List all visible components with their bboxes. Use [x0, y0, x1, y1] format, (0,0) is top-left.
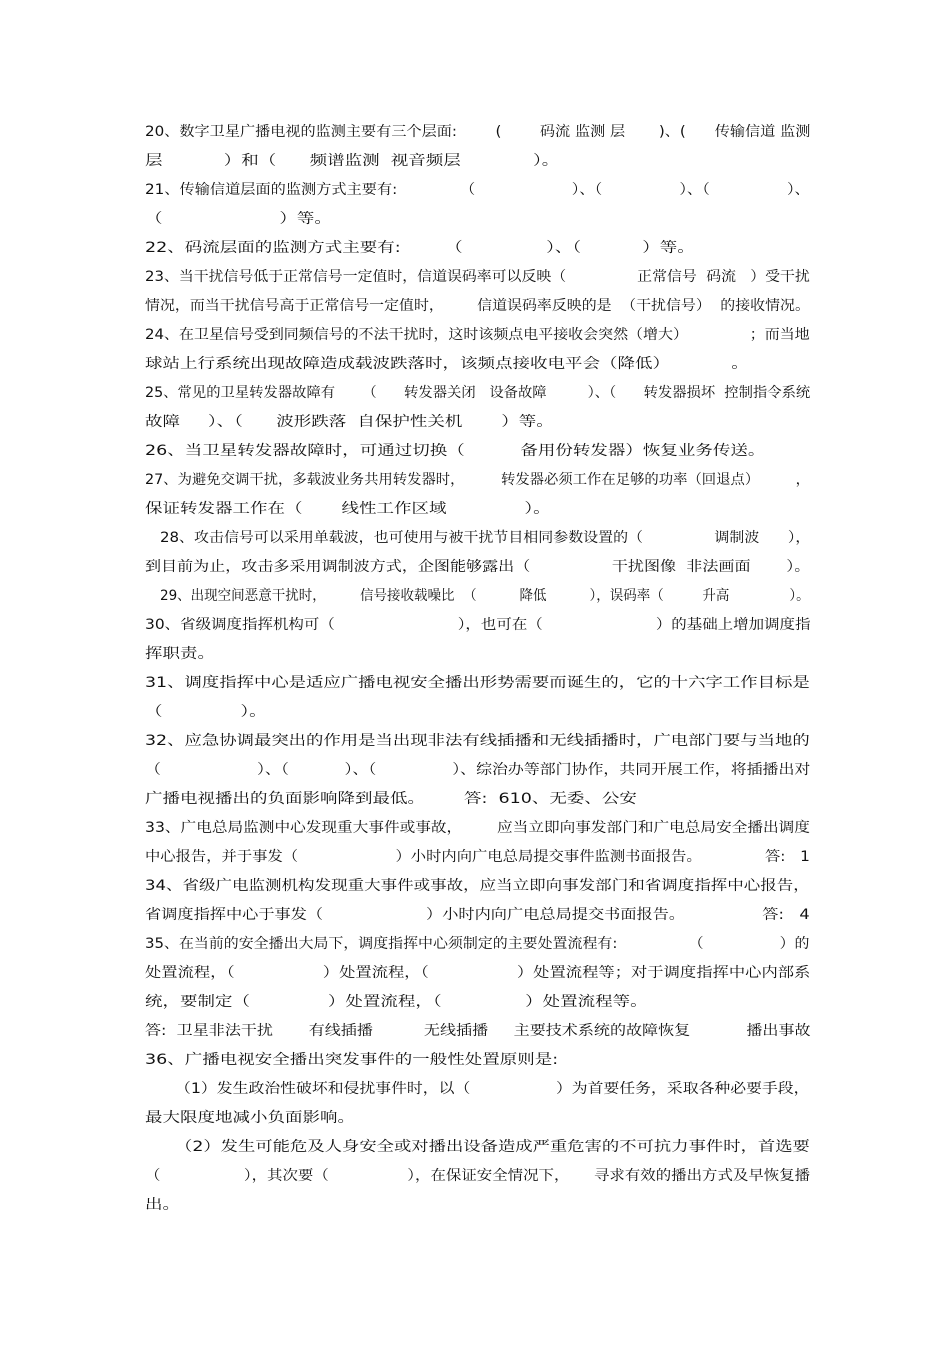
text-line: 36、广播电视安全播出突发事件的一般性处置原则是:	[145, 1052, 559, 1068]
text-line: 中心报告，并于事发（ ）小时内向广电总局提交事件监测书面报告。 答: 1	[145, 849, 810, 865]
text-line: 30、省级调度指挥机构可（ ），也可在（ ）的基础上增加调度指	[145, 617, 811, 633]
text-line: 故障 ）、（ 波形跌落 自保护性关机 ）等。	[145, 414, 554, 430]
text-line: （ ）、（ ）、（ ）、综治办等部门协作，共同开展工作，将插播出对	[145, 762, 811, 778]
text-line: 情况，而当干扰信号高于正常信号一定值时， 信道误码率反映的是 （干扰信号） 的接收情况。	[145, 298, 810, 314]
text-line: 保证转发器工作在（ 线性工作区域 ）。	[145, 501, 551, 517]
text-line: 35、在当前的安全播出大局下，调度指挥中心须制定的主要处置流程有: （ ）的	[145, 936, 810, 952]
text-line: 27、为避免交调干扰，多载波业务共用转发器时， 转发器必须工作在足够的功率（回退点） ，	[145, 472, 811, 488]
text-line: 答: 卫星非法干扰 有线插播 无线插播 主要技术系统的故障恢复 播出事故	[145, 1023, 811, 1039]
text-line: 省调度指挥中心于事发（ ）小时内向广电总局提交书面报告。 答: 4	[145, 907, 810, 923]
text-line: 33、广电总局监测中心发现重大事件或事故， 应当立即向事发部门和广电总局安全播出调度	[145, 820, 810, 836]
text-line: 28、攻击信号可以采用单载波，也可使用与被干扰节目相同参数设置的（ 调制波 ），	[160, 530, 811, 546]
text-line: 29、出现空间恶意干扰时， 信号接收载噪比 （ 降低 ），误码率（ 升高 ）。	[160, 588, 810, 604]
text-line: 34、省级广电监测机构发现重大事件或事故，应当立即向事发部门和省调度指挥中心报告，	[145, 878, 810, 894]
text-line: 统，要制定（ ）处置流程，（ ）处置流程等。	[145, 994, 648, 1010]
text-line: 26、当卫星转发器故障时，可通过切换（ 备用份转发器）恢复业务传送。	[145, 443, 766, 459]
text-line: 层 ）和（ 频谱监测 视音频层 ）。	[145, 153, 560, 169]
text-line: 到目前为止，攻击多采用调制波方式，企图能够露出（ 干扰图像 非法画面 ）。	[145, 559, 811, 575]
text-line: 23、当干扰信号低于正常信号一定值时，信道误码率可以反映（ 正常信号 码流 ）受干扰	[145, 269, 810, 285]
text-line: （ ）。	[145, 704, 267, 720]
text-line: 广播电视播出的负面影响降到最低。 答: 610、无委、公安	[145, 791, 637, 807]
text-line: 31、调度指挥中心是适应广播电视安全播出形势需要而诞生的，它的十六字工作目标是	[145, 675, 810, 691]
text-line: （ ），其次要（ ），在保证安全情况下， 寻求有效的播出方式及早恢复播	[145, 1168, 811, 1184]
text-line: （ ）等。	[145, 211, 332, 227]
text-line: 最大限度地减小负面影响。	[145, 1110, 355, 1126]
text-line: 22、码流层面的监测方式主要有: （ ）、（ ）等。	[145, 240, 695, 256]
text-line: 出。	[145, 1197, 180, 1213]
text-line: （1）发生政治性破坏和侵扰事件时，以（ ）为首要任务，采取各种必要手段，	[175, 1081, 810, 1097]
text-line: 24、在卫星信号受到同频信号的不法干扰时，这时该频点电平接收会突然（增大） ；而当地	[145, 327, 810, 343]
text-line: 20、数字卫星广播电视的监测主要有三个层面: ( 码流 监测 层 )、( 传输信道 监测	[145, 124, 811, 140]
text-line: 32、应急协调最突出的作用是当出现非法有线插播和无线插播时，广电部门要与当地的	[145, 733, 810, 749]
text-line: （2）发生可能危及人身安全或对播出设备造成严重危害的不可抗力事件时，首选要	[175, 1139, 810, 1155]
text-line: 21、传输信道层面的监测方式主要有: （ ）、（ ）、（ ）、	[145, 182, 810, 198]
text-line: 25、常见的卫星转发器故障有 （ 转发器关闭 设备故障 ）、（ 转发器损坏 控制指令系统	[145, 385, 811, 401]
text-line: 球站上行系统出现故障造成载波跌落时，该频点接收电平会（降低） 。	[145, 356, 749, 372]
text-line: 处置流程，（ ）处置流程，（ ）处置流程等；对于调度指挥中心内部系	[145, 965, 811, 981]
text-line: 挥职责。	[145, 646, 215, 662]
